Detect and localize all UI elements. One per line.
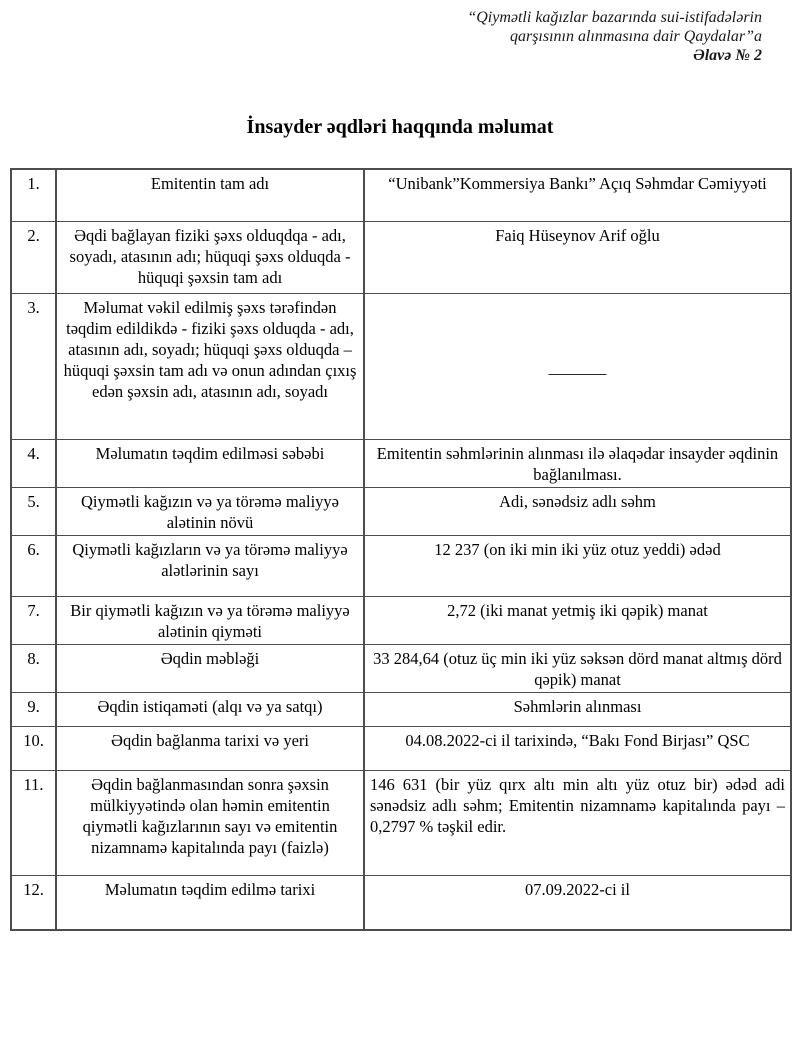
table-row xyxy=(11,294,791,440)
table-row xyxy=(11,169,791,222)
table-row xyxy=(11,488,791,536)
row-value: 2,72 (iki manat yetmiş iki qəpik) manat xyxy=(364,597,791,645)
row-number: 5. xyxy=(11,488,56,536)
row-number: 6. xyxy=(11,536,56,597)
row-number: 11. xyxy=(11,771,56,876)
row-value: 146 631 (bir yüz qırx altı min altı yüz otuz bir) ədəd adi sənədsiz adlı səhm; Emitentin nizamnamə kapitalında payı – 0,2797 % təşkil edir. xyxy=(364,771,791,876)
reference-line-1: “Qiymətli kağızlar bazarında sui-istifadələrin xyxy=(467,9,762,26)
table-row xyxy=(11,536,791,597)
row-value: 07.09.2022-ci il xyxy=(364,876,791,931)
row-number: 10. xyxy=(11,727,56,771)
row-label: Qiymətli kağızların və ya törəmə maliyyə alətlərinin sayı xyxy=(56,536,364,597)
table-row xyxy=(11,727,791,771)
document-reference-header xyxy=(467,8,762,65)
row-value: 33 284,64 (otuz üç min iki yüz səksən dörd manat altmış dörd qəpik) manat xyxy=(364,645,791,693)
row-value: Adi, sənədsiz adlı səhm xyxy=(364,488,791,536)
row-value: Faiq Hüseynov Arif oğlu xyxy=(364,222,791,294)
table-row xyxy=(11,771,791,876)
row-label: Əqdin məbləği xyxy=(56,645,364,693)
row-label: Əqdin istiqaməti (alqı və ya satqı) xyxy=(56,693,364,727)
row-label: Əqdi bağlayan fiziki şəxs olduqdqa - adı, soyadı, atasının adı; hüquqi şəxs olduqda - hüquqi şəxsin tam adı xyxy=(56,222,364,294)
row-value: “Unibank”Kommersiya Bankı” Açıq Səhmdar Cəmiyyəti xyxy=(364,169,791,222)
row-number: 7. xyxy=(11,597,56,645)
row-value: _______ xyxy=(364,294,791,440)
row-label: Əqdin bağlanmasından sonra şəxsin mülkiyyətində olan həmin emitentin qiymətli kağızlarının sayı və emitentin nizamnamə kapitalında payı (faizlə) xyxy=(56,771,364,876)
row-number: 4. xyxy=(11,440,56,488)
row-number: 1. xyxy=(11,169,56,222)
row-label: Məlumatın təqdim edilməsi səbəbi xyxy=(56,440,364,488)
appendix-number: Əlavə № 2 xyxy=(693,47,762,64)
row-number: 9. xyxy=(11,693,56,727)
row-value: 04.08.2022-ci il tarixində, “Bakı Fond Birjası” QSC xyxy=(364,727,791,771)
page-title: İnsayder əqdləri haqqında məlumat xyxy=(246,116,554,138)
insider-deal-info-table xyxy=(10,168,792,931)
row-number: 3. xyxy=(11,294,56,440)
row-label: Məlumat vəkil edilmiş şəxs tərəfindən təqdim edildikdə - fiziki şəxs olduqda - adı, atasının adı, soyadı; hüquqi şəxs olduqda – hüquqi şəxsin tam adı və onun adından çıxış edən şəxsin adı, atasının adı, soyadı xyxy=(56,294,364,440)
row-number: 2. xyxy=(11,222,56,294)
table-row xyxy=(11,645,791,693)
table-row xyxy=(11,597,791,645)
row-label: Məlumatın təqdim edilmə tarixi xyxy=(56,876,364,931)
row-label: Əqdin bağlanma tarixi və yeri xyxy=(56,727,364,771)
row-number: 8. xyxy=(11,645,56,693)
row-value: Emitentin səhmlərinin alınması ilə əlaqədar insayder əqdinin bağlanılması. xyxy=(364,440,791,488)
table-row xyxy=(11,440,791,488)
row-label: Qiymətli kağızın və ya törəmə maliyyə alətinin növü xyxy=(56,488,364,536)
row-value: Səhmlərin alınması xyxy=(364,693,791,727)
row-value: 12 237 (on iki min iki yüz otuz yeddi) ədəd xyxy=(364,536,791,597)
table-row xyxy=(11,876,791,931)
row-number: 12. xyxy=(11,876,56,931)
table-row xyxy=(11,693,791,727)
table-row xyxy=(11,222,791,294)
row-label: Emitentin tam adı xyxy=(56,169,364,222)
reference-line-2: qarşısının alınmasına dair Qaydalar”a xyxy=(509,28,762,45)
row-label: Bir qiymətli kağızın və ya törəmə maliyyə alətinin qiyməti xyxy=(56,597,364,645)
